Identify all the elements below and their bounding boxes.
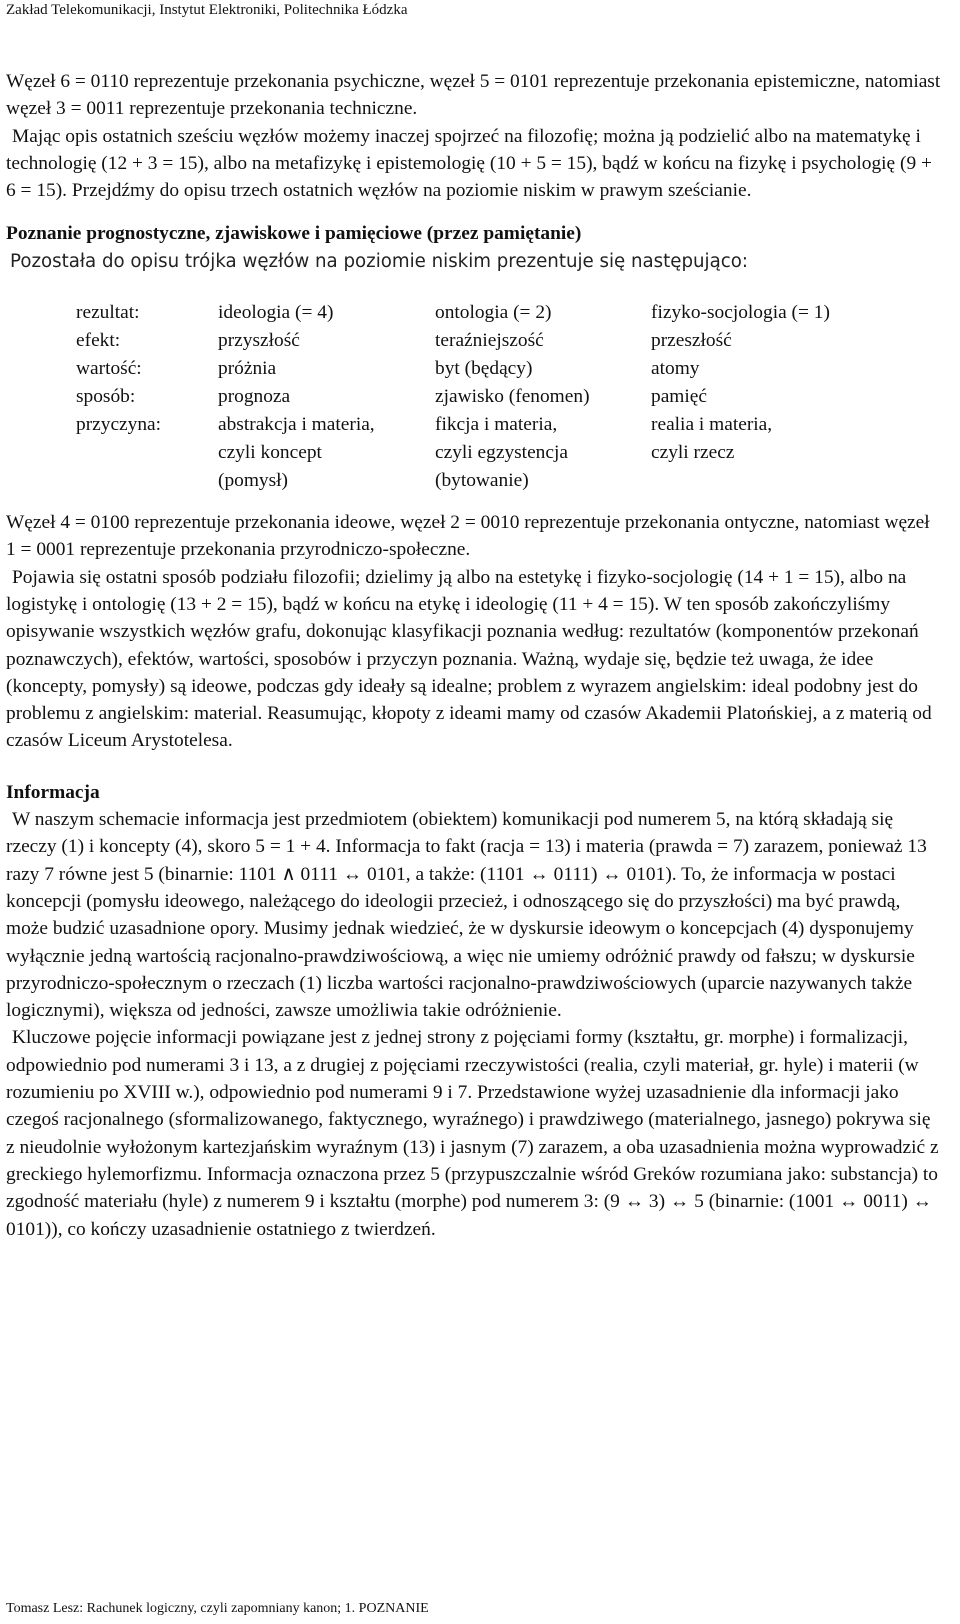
table-row — [76, 439, 891, 467]
intro-paragraph-2: Mając opis ostatnich sześciu węzłów możemy inaczej spojrzeć na filozofię; można ją podzielić albo na matematykę i technologię (12 + 3 = 15), albo na metafizykę i epistemologię (10 + 5 = 15), bądź w końcu na fizykę i psychologię (9 + 6 = 15). Przejdźmy do opisu trzech ostatnich węzłów na poziomie niskim w prawym sześcianie. — [6, 125, 932, 202]
row-label: rezultat: — [76, 302, 140, 324]
after-table-paragraph-1: Węzeł 4 = 0100 reprezentuje przekonania ideowe, węzeł 2 = 0010 reprezentuje przekonania ontyczne, natomiast węzeł 1 = 0001 reprezentuje przekonania przyrodniczo-społeczne. — [6, 512, 930, 561]
table-cell: abstrakcja i materia, — [218, 414, 375, 436]
table-cell: (bytowanie) — [435, 470, 529, 492]
row-label — [76, 467, 218, 495]
page-footer: Tomasz Lesz: Rachunek logiczny, czyli zapomniany kanon; 1. POZNANIE — [6, 1601, 429, 1616]
table-cell: czyli koncept — [218, 442, 322, 464]
section-heading-poznanie: Poznanie prognostyczne, zjawiskowe i pamięciowe (przez pamiętanie) — [6, 223, 582, 245]
section-heading-informacja: Informacja — [6, 781, 100, 803]
informacja-paragraph-1: W naszym schemacie informacja jest przedmiotem (obiektem) komunikacji pod numerem 5, na którą składają się rzeczy (1) i koncepty (4), skoro 5 = 1 + 4. Informacja to fakt (racja = 13) i materia (prawda = 7) zarazem, ponieważ 13 razy 7 równe jest 5 (binarnie: 1101 ∧ 0111 ↔ 0101, a także: (1101 ↔ 0111) ↔ 0101). To, że informacja w postaci koncepcji (pomysłu ideowego, należącego do ideologii przecież, i odnoszącego się do przyszłości) ma być prawdą, może budzić uzasadnione opory. Musimy jednak wiedzieć, że w dyskursie ideowym o koncepcjach (4) dysponujemy wyłącznie jedną wartością racjonalno-prawdziwościową, a więc nie umiemy odróżnić prawdy od fałszu; w dyskursie przyrodniczo-społecznym o rzeczach (1) liczba wartości racjonalno-prawdziwościowych (uparcie nazywanych także logicznymi), większa od jedności, zawsze umożliwia takie odróżnienie. — [6, 809, 927, 1022]
table-row — [76, 355, 891, 383]
row-label: przyczyna: — [76, 414, 162, 436]
table-cell — [651, 467, 891, 495]
table-cell: zjawisko (fenomen) — [435, 386, 590, 408]
table-row — [76, 467, 891, 495]
row-label: wartość: — [76, 358, 142, 380]
table-row — [76, 299, 891, 327]
table-cell: fizyko-socjologia (= 1) — [651, 302, 830, 324]
table-cell: byt (będący) — [435, 358, 533, 380]
table-cell: atomy — [651, 358, 700, 380]
row-label: sposób: — [76, 386, 136, 408]
row-label: efekt: — [76, 330, 121, 352]
informacja-paragraph-2: Kluczowe pojęcie informacji powiązane jest z jednej strony z pojęciami formy (kształtu, gr. morphe) i formalizacji, odpowiednio pod numerami 3 i 13, a z drugiej z pojęciami rzeczywistości (realia, czyli materiał, gr. hyle) i materii (w rozumieniu po XVIII w.), odpowiednio pod numerami 9 i 7. Przedstawione wyżej uzasadnienie dla informacji jako czegoś racjonalnego (sformalizowanego, faktycznego, wyraźnego) i prawdziwego (materialnego, jasnego) pokrywa się z nieudolnie wyłożonym kartezjańskim wyraźnym (13) i jasnym (7) zarazem, a oba uzasadnienia można wyprowadzić z greckiego hylemorfizmu. Informacja oznaczona przez 5 (przypuszczalnie wśród Greków rozumiana jako: substancja) to zgodność materiału (hyle) z numerem 9 i kształtu (morphe) pod numerem 3: (9 ↔ 3) ↔ 5 (binarnie: (1001 ↔ 0011) ↔ 0101)), co kończy uzasadnienie ostatniego z twierdzeń. — [6, 1027, 939, 1240]
table-cell: czyli egzystencja — [435, 442, 568, 464]
after-table-paragraph-2: Pojawia się ostatni sposób podziału filozofii; dzielimy ją albo na estetykę i fizyko-socjologię (14 + 1 = 15), albo na logistykę i ontologię (13 + 2 = 15), bądź w końcu na etykę i ideologię (11 + 4 = 15). W ten sposób zakończyliśmy opisywanie wszystkich węzłów grafu, dokonując klasyfikacji poznania według: rezultatów (komponentów przekonań poznawczych), efektów, wartości, sposobów i przyczyn poznania. Ważną, wydaje się, będzie też uwaga, że idee (koncepty, pomysły) są ideowe, podczas gdy ideały są idealne; problem z wyrazem angielskim: ideal podobny jest do problemu z angielskim: material. Reasumując, kłopoty z ideami mamy od czasów Akademii Platońskiej, a z materią od czasów Liceum Arystotelesa. — [6, 566, 932, 752]
table-cell: próżnia — [218, 358, 277, 380]
table-cell: przeszłość — [651, 330, 732, 352]
table-cell: przyszłość — [218, 330, 300, 352]
table-cell: ontologia (= 2) — [435, 302, 552, 324]
table-cell: pamięć — [651, 386, 707, 408]
table-row — [76, 411, 891, 439]
table-cell: realia i materia, — [651, 414, 773, 436]
table-cell: teraźniejszość — [435, 330, 544, 352]
intro-paragraph-1: Węzeł 6 = 0110 reprezentuje przekonania psychiczne, węzeł 5 = 0101 reprezentuje przekonania epistemiczne, natomiast węzeł 3 = 0011 reprezentuje przekonania techniczne. — [6, 71, 941, 120]
table-cell: ideologia (= 4) — [218, 302, 334, 324]
document-body — [6, 68, 941, 1243]
table-row — [76, 327, 891, 355]
table-cell: czyli rzecz — [651, 442, 735, 464]
section-subtitle: Pozostała do opisu trójka węzłów na poziomie niskim prezentuje się następująco: — [10, 250, 749, 272]
classification-table — [76, 299, 891, 495]
table-cell: prognoza — [218, 386, 291, 408]
row-label — [76, 439, 218, 467]
table-row — [76, 383, 891, 411]
table-cell: fikcja i materia, — [435, 414, 558, 436]
page-header: Zakład Telekomunikacji, Instytut Elektroniki, Politechnika Łódzka — [6, 2, 408, 18]
table-cell: (pomysł) — [218, 470, 289, 492]
